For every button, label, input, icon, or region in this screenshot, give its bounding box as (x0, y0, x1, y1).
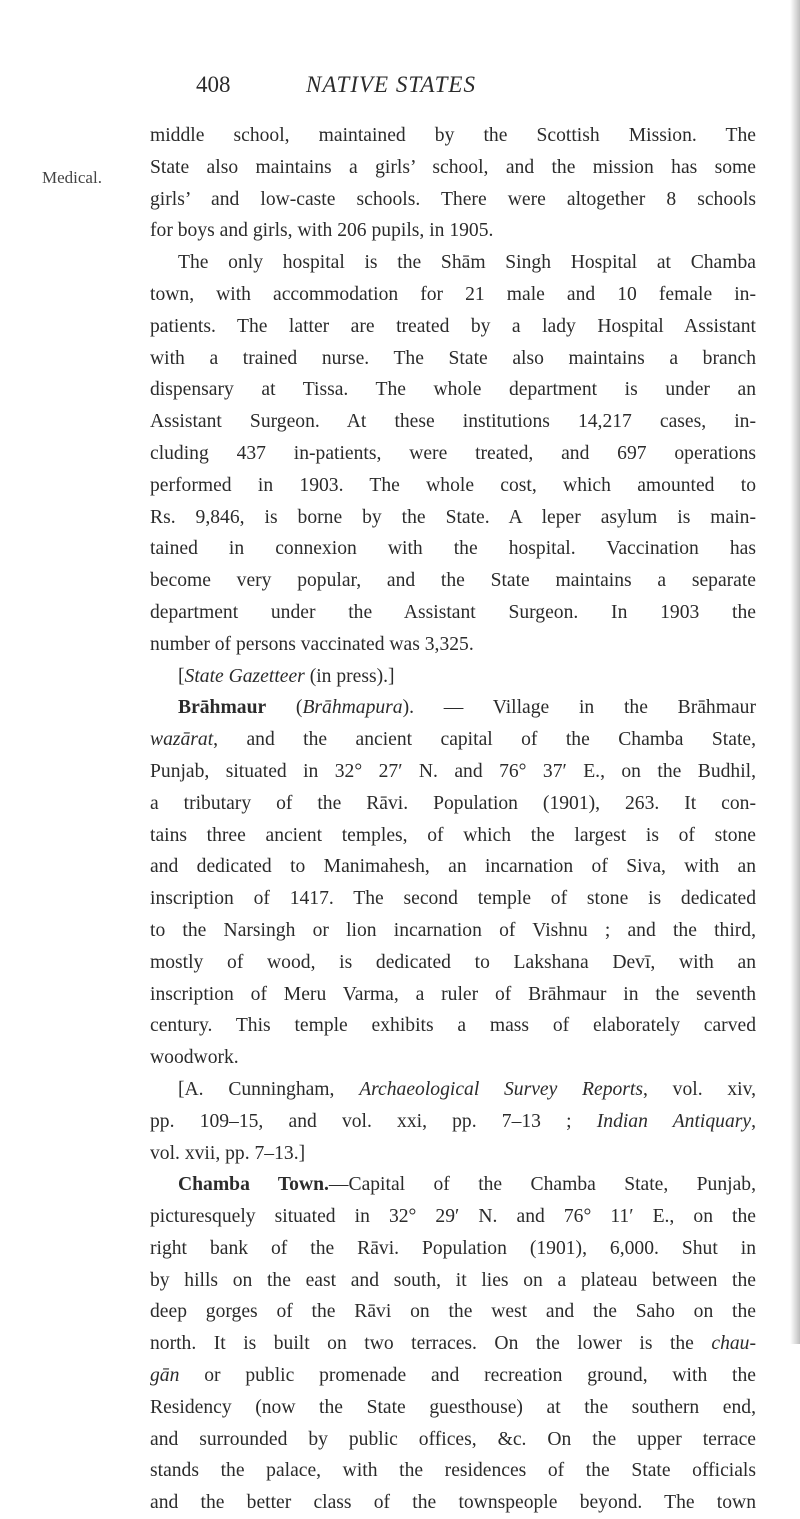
text-line: north. It is built on two terraces. On the lower is the chau- (150, 1333, 756, 1355)
text-line: tains three ancient temples, of which the largest is of stone (150, 824, 756, 846)
text-line: girls’ and low-caste schools. There were altogether 8 schools (150, 188, 756, 210)
text-line: stands the palace, with the residences of the State officials (150, 1460, 756, 1482)
text-line: Residency (now the State guesthouse) at the southern end, (150, 1396, 756, 1418)
text-line: Punjab, situated in 32° 27′ N. and 76° 37′ E., on the Budhil, (150, 760, 756, 782)
running-header (196, 72, 586, 104)
text-line: woodwork. (150, 1047, 239, 1069)
text-line: tained in connexion with the hospital. Vaccination has (150, 538, 756, 560)
text-line: by hills on the east and south, it lies on a plateau between the (150, 1269, 756, 1291)
text-line: deep gorges of the Rāvi on the west and the Saho on the (150, 1301, 756, 1323)
text-line: State also maintains a girls’ school, and the mission has some (150, 156, 756, 178)
text-line: middle school, maintained by the Scottish Mission. The (150, 125, 756, 146)
page-number: 408 (196, 72, 231, 97)
text-line: right bank of the Rāvi. Population (1901), 6,000. Shut in (150, 1237, 756, 1259)
text-line: to the Narsingh or lion incarnation of Vishnu ; and the third, (150, 919, 756, 941)
text-line: for boys and girls, with 206 pupils, in 1905. (150, 220, 494, 242)
text-line: with a trained nurse. The State also maintains a branch (150, 347, 756, 369)
text-line: gān or public promenade and recreation ground, with the (150, 1365, 756, 1387)
body-text (150, 120, 756, 1519)
text-line: and surrounded by public offices, &c. On the upper terrace (150, 1428, 756, 1450)
text-line: cluding 437 in-patients, were treated, and 697 operations (150, 442, 756, 464)
text-line: mostly of wood, is dedicated to Lakshana Devī, with an (150, 951, 756, 973)
text-line: century. This temple exhibits a mass of elaborately carved (150, 1015, 756, 1037)
text-line: inscription of Meru Varma, a ruler of Brāhmaur in the seventh (150, 983, 756, 1005)
text-line: a tributary of the Rāvi. Population (1901), 263. It con- (150, 792, 756, 814)
text-line: performed in 1903. The whole cost, which amounted to (150, 474, 756, 496)
page-edge (790, 0, 800, 1344)
text-line: pp. 109–15, and vol. xxi, pp. 7–13 ; Indian Antiquary, (150, 1110, 756, 1132)
text-line: vol. xvii, pp. 7–13.] (150, 1142, 306, 1164)
text-line: [State Gazetteer (in press).] (178, 665, 395, 687)
text-line: department under the Assistant Surgeon. In 1903 the (150, 601, 756, 623)
text-line: dispensary at Tissa. The whole department is under an (150, 379, 756, 401)
text-line: town, with accommodation for 21 male and 10 female in- (150, 283, 756, 305)
text-line: patients. The latter are treated by a lady Hospital Assistant (150, 315, 756, 337)
entry-heading-chamba-town: Chamba Town. (178, 1174, 329, 1196)
text-line: [A. Cunningham, Archaeological Survey Reports, vol. xiv, (178, 1078, 756, 1100)
text-line: Brāhmaur (Brāhmapura). — Village in the Brāhmaur (178, 697, 756, 719)
text-line: Chamba Town.—Capital of the Chamba State, Punjab, (178, 1174, 756, 1196)
text-line: picturesquely situated in 32° 29′ N. and 76° 11′ E., on the (150, 1206, 756, 1228)
text-line: Assistant Surgeon. At these institutions 14,217 cases, in- (150, 411, 756, 433)
text-line: number of persons vaccinated was 3,325. (150, 633, 474, 655)
text-line: inscription of 1417. The second temple of stone is dedicated (150, 888, 756, 910)
text-line: and dedicated to Manimahesh, an incarnation of Siva, with an (150, 856, 756, 878)
running-title: NATIVE STATES (306, 72, 476, 97)
margin-note-medical: Medical. (42, 168, 102, 187)
text-line: become very popular, and the State maintains a separate (150, 570, 756, 592)
entry-heading-brahmaur: Brāhmaur (178, 697, 267, 719)
text-line: Rs. 9,846, is borne by the State. A leper asylum is main- (150, 506, 756, 528)
text-line: The only hospital is the Shām Singh Hospital at Chamba (178, 252, 756, 274)
text-line: and the better class of the townspeople beyond. The town (150, 1492, 756, 1514)
text-line: wazārat, and the ancient capital of the Chamba State, (150, 729, 756, 751)
